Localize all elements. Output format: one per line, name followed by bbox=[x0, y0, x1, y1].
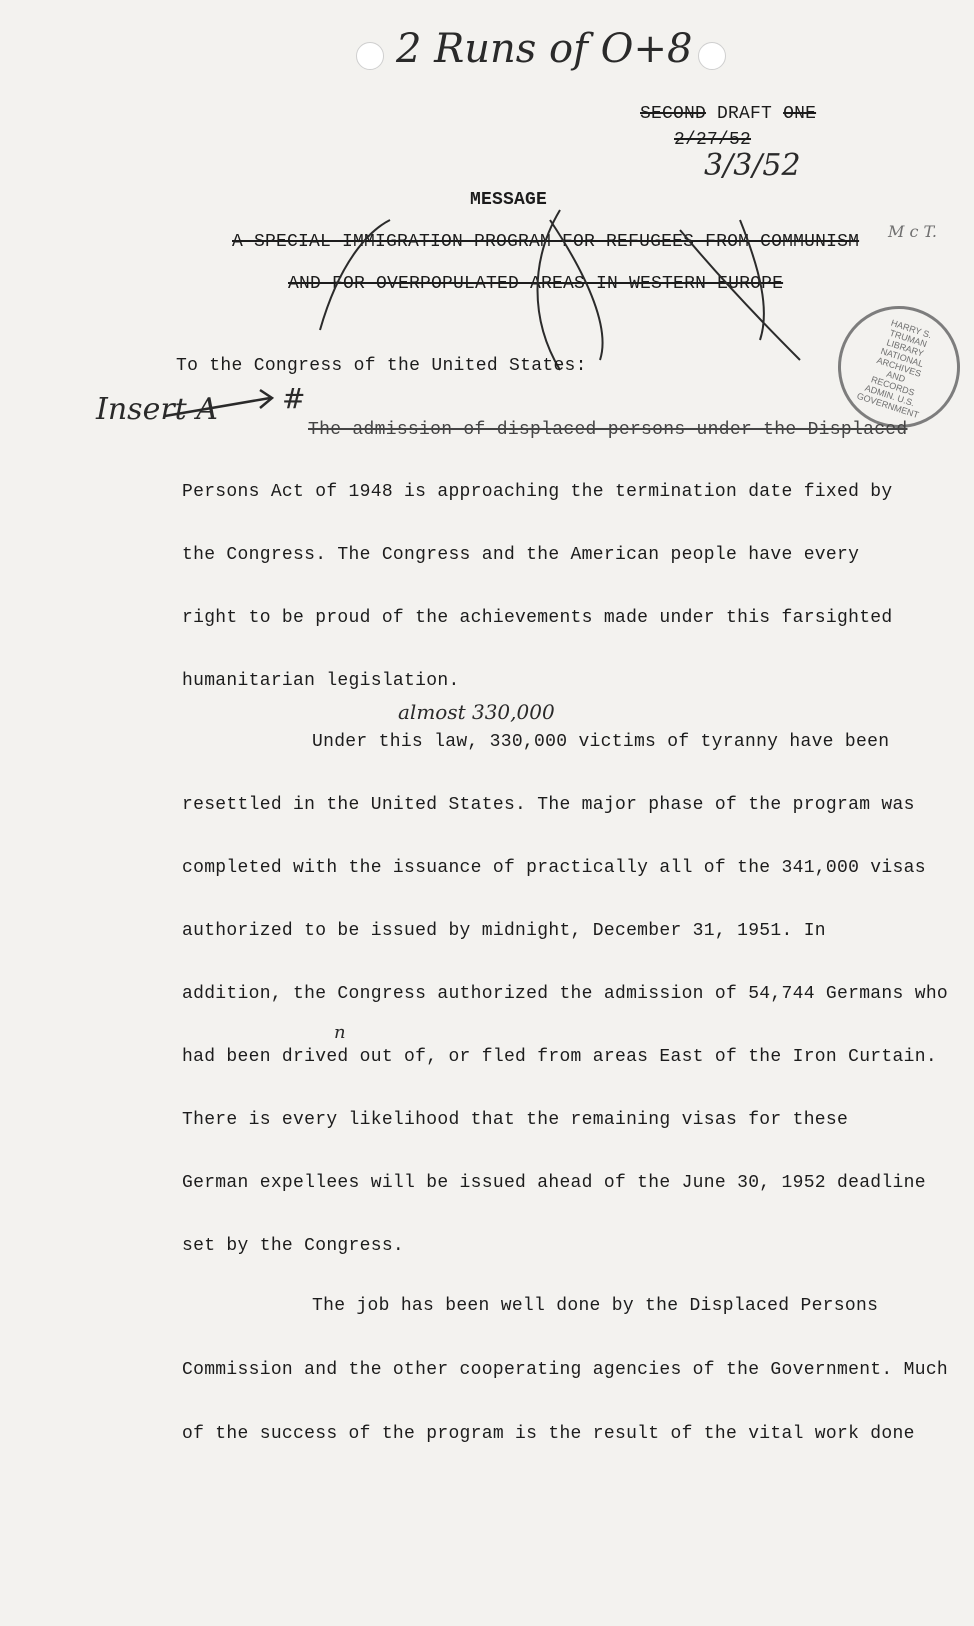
text-line: There is every likelihood that the remaining visas for these bbox=[182, 1110, 849, 1130]
handwritten-insert-note: Insert A bbox=[96, 392, 218, 427]
paragraph-mark: # bbox=[282, 382, 306, 415]
archive-stamp: HARRY S. TRUMAN LIBRARY NATIONAL ARCHIVES AND RECORDS ADMIN. U.S. GOVERNMENT bbox=[822, 290, 974, 444]
punch-hole-left bbox=[356, 42, 384, 70]
text-line: of the success of the program is the result of the vital work done bbox=[182, 1424, 915, 1444]
draft-crossed-suffix: ONE bbox=[783, 104, 817, 124]
text-line: Commission and the other cooperating agencies of the Government. Much bbox=[182, 1360, 949, 1380]
crossed-subtitle-line-2: AND FOR OVERPOPULATED AREAS IN WESTERN EUROPE bbox=[288, 274, 784, 294]
crossed-date: 2/27/52 bbox=[674, 130, 752, 150]
text-line: right to be proud of the achievements made under this farsighted bbox=[182, 608, 893, 628]
handwritten-top-note: 2 Runs of O+8 bbox=[396, 26, 693, 72]
draft-crossed-word: SECOND bbox=[640, 104, 707, 124]
crossed-subtitle-line-1: A SPECIAL IMMIGRATION PROGRAM FOR REFUGEES FROM COMMUNISM bbox=[232, 232, 860, 252]
text-line: The job has been well done by the Displaced Persons bbox=[312, 1296, 879, 1316]
text-line: authorized to be issued by midnight, December 31, 1951. In bbox=[182, 921, 826, 941]
draft-label: DRAFT bbox=[717, 104, 773, 124]
text-line: set by the Congress. bbox=[182, 1236, 405, 1256]
salutation: To the Congress of the United States: bbox=[176, 356, 587, 376]
text-line: German expellees will be issued ahead of the June 30, 1952 deadline bbox=[182, 1173, 926, 1193]
text-line: humanitarian legislation. bbox=[182, 671, 460, 691]
punch-hole-right bbox=[698, 42, 726, 70]
text-line: Persons Act of 1948 is approaching the termination date fixed by bbox=[182, 482, 893, 502]
crossed-first-sentence: The admission of displaced persons under the Displaced bbox=[308, 420, 908, 440]
text-line: addition, the Congress authorized the admission of 54,744 Germans who bbox=[182, 984, 949, 1004]
text-line: Under this law, 330,000 victims of tyranny have been bbox=[312, 732, 890, 752]
draft-header bbox=[640, 104, 816, 124]
margin-initials: M c T. bbox=[888, 222, 937, 241]
text-line: resettled in the United States. The major phase of the program was bbox=[182, 795, 915, 815]
text-line: completed with the issuance of practically all of the 341,000 visas bbox=[182, 858, 926, 878]
message-heading: MESSAGE bbox=[470, 190, 548, 210]
handwritten-inserted-number: almost 330,000 bbox=[398, 700, 555, 724]
text-line: the Congress. The Congress and the American people have every bbox=[182, 545, 860, 565]
handwritten-caret-insert: n bbox=[334, 1022, 346, 1043]
handwritten-revised-date: 3/3/52 bbox=[704, 148, 801, 183]
insert-arrow-icon bbox=[160, 386, 290, 426]
text-line: had been drived out of, or fled from areas East of the Iron Curtain. bbox=[182, 1047, 937, 1067]
